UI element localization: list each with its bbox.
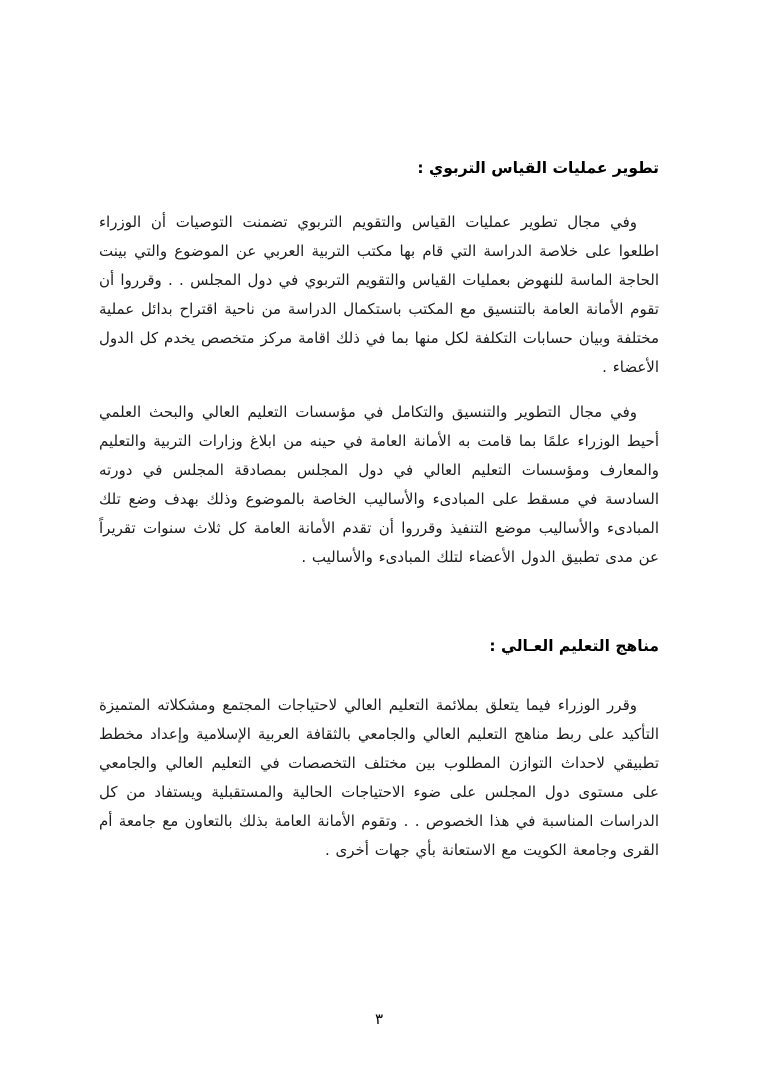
paragraph-measurement-2: وفي مجال التطوير والتنسيق والتكامل في مؤسسات التعليم العالي والبحث العلمي أحيط الوزراء علمًا بما قامت به الأمانة العامة في حينه من ابلاغ وزارات التربية والتعليم والمعارف ومؤسسات التعليم العالي في دول المجلس بمصادقة المجلس في دورته السادسة في مسقط على المبادىء والأساليب الخاصة بالموضوع وذلك بهدف وضع تلك المبادىء والأساليب موضع التنفيذ وقرروا أن تقدم الأمانة العامة كل ثلاث سنوات تقريراً عن مدى تطبيق الدول الأعضاء لتلك المبادىء والأساليب . [99, 402, 659, 566]
paragraph-curricula-1: وقرر الوزراء فيما يتعلق بملائمة التعليم العالي لاحتياجات المجتمع ومشكلاته المتميزة التأكيد على ربط مناهج التعليم العالي والجامعي بالثقافة العربية الإسلامية وإعداد مخطط تطبيقي لاحداث التوازن المطلوب بين مختلف التخصصات في التعليم العالي والجامعي على مستوى دول المجلس على ضوء الاحتياجات الحالية والمستقبلية ويستفاد من كل الدراسات المناسبة في هذا الخصوص . . وتقوم الأمانة العامة بذلك بالتعاون مع جامعة أم القرى وجامعة الكويت مع الاستعانة بأي جهات أخرى . [99, 696, 659, 860]
page-number: ٣ [374, 1010, 384, 1028]
page-content [99, 158, 659, 881]
section-heading-higher-education-curricula: مناهج التعليم العـالي : [489, 636, 659, 655]
section-heading-educational-measurement: تطوير عمليات القياس التربوي : [417, 159, 659, 177]
paragraph-measurement-1: وفي مجال تطوير عمليات القياس والتقويم التربوي تضمنت التوصيات أن الوزراء اطلعوا على خلاصة الدراسة التي قام بها مكتب التربية العربي عن الموضوع والتي بينت الحاجة الماسة للنهوض بعمليات القياس والتقويم التربوي في دول المجلس . . وقرروا أن تقوم الأمانة العامة بالتنسيق مع المكتب باستكمال الدراسة من ناحية اقتراح بدائل عملية مختلفة وبيان حسابات التكلفة لكل منها بما في ذلك اقامة مركز متخصص يخدم كل الدول الأعضاء . [99, 212, 659, 376]
